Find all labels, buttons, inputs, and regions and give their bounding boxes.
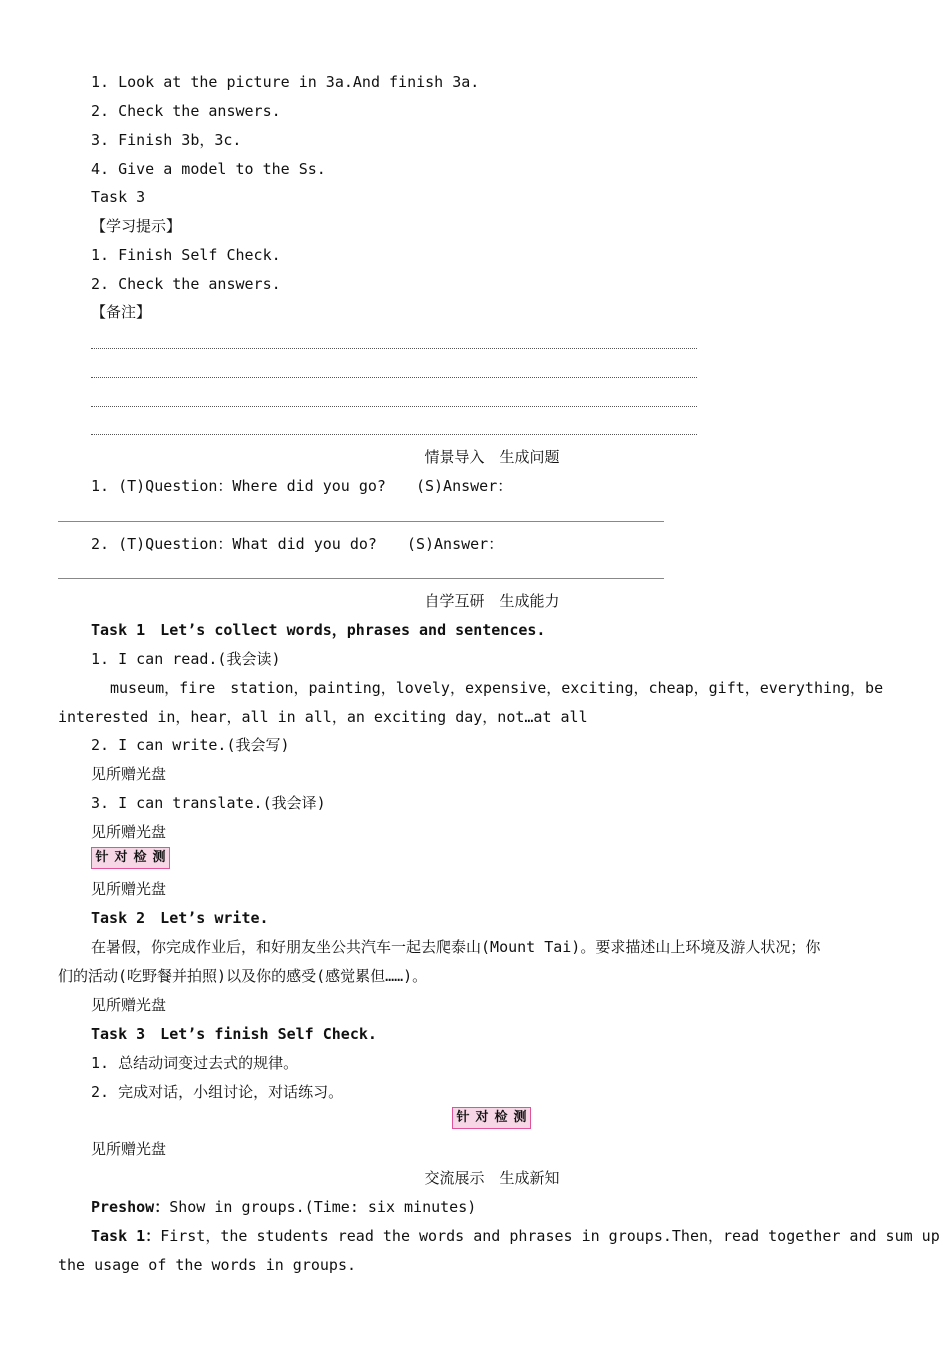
word-list-2: interested in，hear，all in all，an exciting day，not…at all (58, 708, 588, 726)
section-heading-intro: 情景导入 生成问题 (424, 448, 560, 466)
disc-note: 见所赠光盘 (91, 823, 167, 841)
task3-heading: Task 3 (91, 188, 146, 206)
stamp-char: 对 (114, 850, 128, 865)
notes-line (91, 348, 697, 349)
preshow-line (91, 1197, 476, 1217)
stamp-char: 检 (133, 850, 147, 865)
study-hint-label: 【学习提示】 (91, 217, 182, 235)
disc-note: 见所赠光盘 (91, 996, 167, 1014)
preshow-text: Show in groups.(Time: six minutes) (169, 1198, 477, 1216)
can-read: 1. I can read.(我会读) (91, 650, 281, 668)
notes-label: 【备注】 (91, 303, 152, 321)
section-heading-show: 交流展示 生成新知 (424, 1169, 560, 1187)
disc-note: 见所赠光盘 (91, 1140, 167, 1158)
task1-show-line (91, 1226, 940, 1246)
answer-line (58, 578, 664, 579)
line-4: 4. Give a model to the Ss. (91, 160, 326, 178)
task3-step-2: 2. Check the answers. (91, 275, 281, 293)
task2-heading: Task 2 Let’s write. (91, 909, 269, 927)
can-write: 2. I can write.(我会写) (91, 736, 290, 754)
notes-line (91, 406, 697, 407)
task1-show-label: Task 1： (91, 1227, 161, 1245)
word-list-1: museum，fire station，painting，lovely，expensive，exciting，cheap，gift，everything，be (110, 679, 884, 697)
stamp-char: 对 (475, 1110, 489, 1125)
stamp-char: 测 (152, 850, 166, 865)
disc-note: 见所赠光盘 (91, 880, 167, 898)
notes-line (91, 434, 697, 435)
answer-line (58, 521, 664, 522)
line-3: 3. Finish 3b，3c. (91, 131, 242, 149)
stamp-char: 针 (95, 850, 109, 865)
line-1: 1. Look at the picture in 3a.And finish 3a. (91, 73, 480, 91)
notes-line (91, 377, 697, 378)
section-heading-self-study: 自学互研 生成能力 (424, 592, 560, 610)
task3-step-1: 1. Finish Self Check. (91, 246, 281, 264)
line-2: 2. Check the answers. (91, 102, 281, 120)
task1-heading: Task 1 Let’s collect words，phrases and sentences. (91, 621, 546, 639)
summary-step-1: 1. 总结动词变过去式的规律。 (91, 1054, 299, 1072)
task3-self-check-heading: Task 3 Let’s finish Self Check. (91, 1025, 377, 1043)
question-1: 1. (T)Question：Where did you go? (S)Answer： (91, 477, 513, 495)
writing-prompt-2: 们的活动(吃野餐并拍照)以及你的感受(感觉累但……)。 (58, 967, 428, 985)
summary-step-2: 2. 完成对话，小组讨论，对话练习。 (91, 1083, 344, 1101)
check-stamp (452, 1107, 531, 1129)
stamp-char: 测 (513, 1110, 527, 1125)
preshow-label: Preshow： (91, 1198, 170, 1216)
stamp-char: 针 (456, 1110, 470, 1125)
stamp-char: 检 (494, 1110, 508, 1125)
task1-show-line-2: the usage of the words in groups. (58, 1256, 357, 1274)
can-translate: 3. I can translate.(我会译) (91, 794, 326, 812)
writing-prompt-1: 在暑假，你完成作业后，和好朋友坐公共汽车一起去爬泰山(Mount Tai)。要求描述山上环境及游人状况；你 (91, 938, 821, 956)
question-2: 2. (T)Question：What did you do? (S)Answer： (91, 535, 504, 553)
check-stamp (91, 847, 170, 869)
disc-note: 见所赠光盘 (91, 765, 167, 783)
task1-show-text: First，the students read the words and phrases in groups.Then，read together and sum up (160, 1227, 940, 1245)
